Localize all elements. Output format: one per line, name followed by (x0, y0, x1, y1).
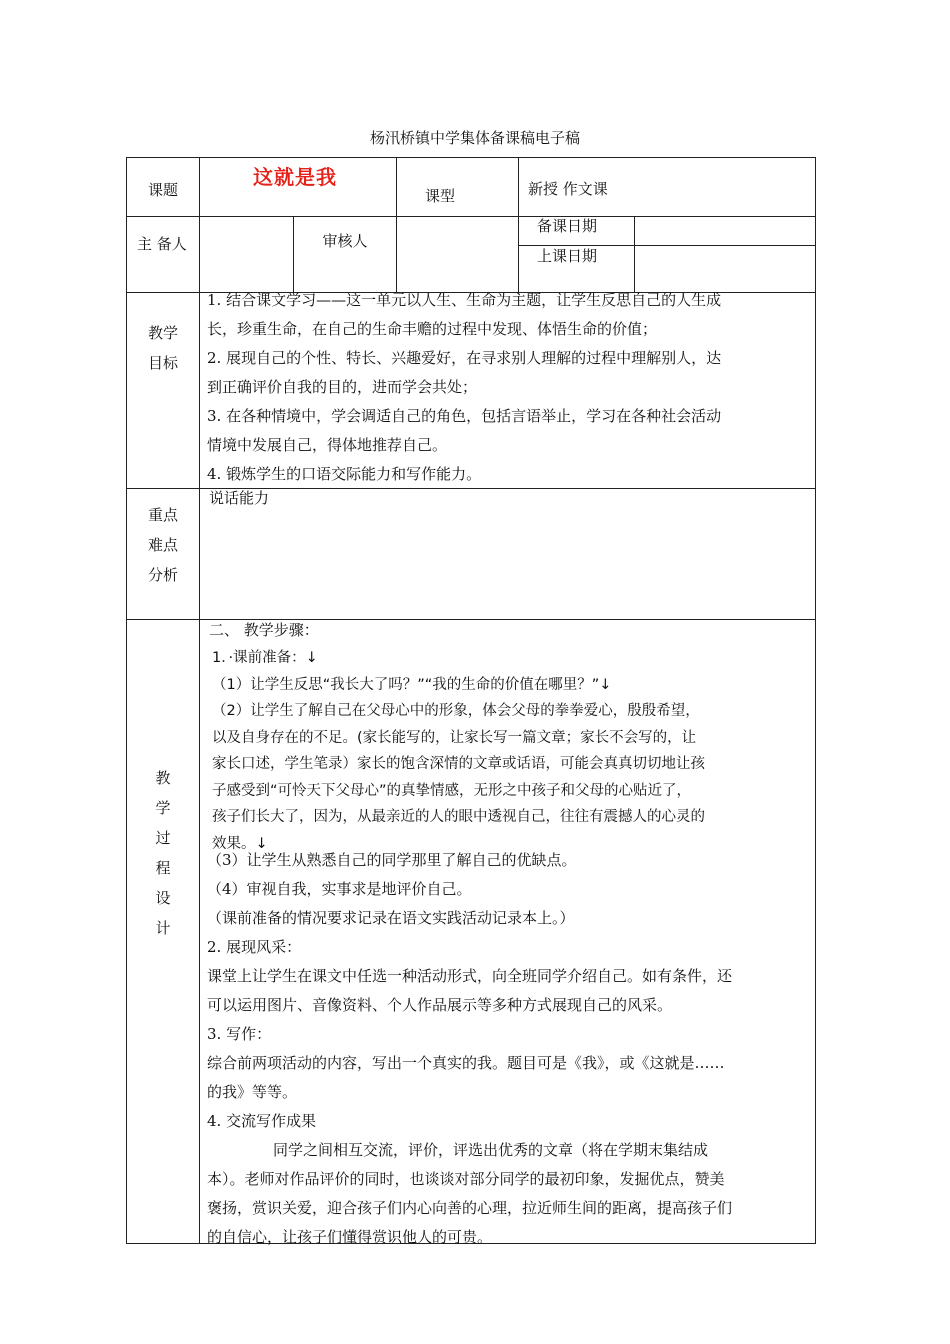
process-label-char: 计 (155, 919, 171, 937)
step1-item: 子感受到“可怜天下父母心”的真挚情感，无形之中孩子和父母的心贴近了， (212, 782, 692, 799)
step2-title: 2. 展现风采： (207, 938, 302, 956)
key-points-label-line: 难点 (147, 536, 178, 554)
process-label (127, 763, 199, 943)
process-label-char: 过 (155, 829, 171, 847)
table-border-top (126, 157, 816, 158)
process-label-char: 程 (155, 859, 171, 877)
objective-line: 3. 在各种情境中，学会调适自己的角色，包括言语举止，学习在各种社会活动 (207, 407, 722, 425)
objectives-label-line1: 教学 (147, 324, 178, 342)
process-body (207, 846, 813, 1252)
step1-item: 以及自身存在的不足。(家长能写的，让家长写一篇文章；家长不会写的，让 (212, 729, 697, 746)
key-points-value: 说话能力 (209, 489, 270, 507)
key-points-label (127, 500, 199, 590)
table-divider (634, 216, 635, 293)
step1-item: （2）让学生了解自己在父母心中的形象，体会父母的拳拳爱心，殷殷希望， (212, 703, 700, 719)
step1-item: （4）审视自我，实事求是地评价自己。 (207, 880, 472, 898)
step4-line: 的自信心，让孩子们懂得赏识他人的可贵。 (207, 1228, 493, 1246)
step4-title: 4. 交流写作成果 (207, 1112, 317, 1130)
process-label-char: 教 (155, 769, 171, 787)
table-divider (518, 157, 519, 293)
step3-line: 综合前两项活动的内容，写出一个真实的我。题目可是《我》，或《这就是…… (207, 1054, 725, 1072)
subject-label: 课题 (147, 181, 178, 199)
objective-line: 4. 锻炼学生的口语交际能力和写作能力。 (207, 465, 482, 483)
objective-line: 到正确评价自我的目的，进而学会共处； (207, 378, 478, 396)
key-points-label-line: 分析 (147, 566, 178, 584)
step1-block (212, 645, 812, 857)
step1-item: 效果。↓ (212, 835, 268, 852)
type-label: 课型 (424, 187, 455, 205)
step2-line: 课堂上让学生在课文中任选一种活动形式，向全班同学介绍自己。如有条件，还 (207, 967, 733, 985)
process-label-char: 学 (155, 799, 171, 817)
step4-line: 褒扬，赏识关爱，迎合孩子们内心向善的心理，拉近师生间的距离，提高孩子们 (207, 1199, 733, 1217)
prep-date-label: 备课日期 (537, 217, 598, 235)
step4-line: 本）。老师对作品评价的同时，也谈谈对部分同学的最初印象，发掘优点，赞美 (207, 1170, 725, 1188)
objectives-text (207, 286, 813, 489)
subject-title: 这就是我 (253, 165, 337, 189)
objective-line: 情境中发展自己，得体地推荐自己。 (207, 436, 448, 454)
step1-item: （1）让学生反思“我长大了吗？”“我的生命的价值在哪里？”↓ (212, 676, 612, 693)
table-border-right (815, 157, 816, 1244)
step4-line: 同学之间相互交流，评价，评选出优秀的文章（将在学期末集结成 (273, 1141, 709, 1159)
reviewer-label: 审核人 (322, 232, 368, 250)
process-label-char: 设 (155, 889, 171, 907)
objective-line: 1. 结合课文学习——这一单元以人生、生命为主题，让学生反思自己的人生成 (207, 291, 722, 309)
step1-title: 1．·课前准备：↓ (212, 650, 318, 666)
step1-item: 孩子们长大了，因为，从最亲近的人的眼中透视自己，往往有震撼人的心灵的 (212, 809, 705, 825)
author-label (137, 230, 193, 258)
step1-item: （3）让学生从熟悉自己的同学那里了解自己的优缺点。 (207, 851, 577, 869)
objective-line: 2. 展现自己的个性、特长、兴趣爱好，在寻求别人理解的过程中理解别人，达 (207, 349, 722, 367)
process-heading: 二、 教学步骤： (209, 621, 319, 639)
key-points-label-line: 重点 (147, 506, 178, 524)
objectives-label (127, 318, 199, 378)
objective-line: 长，珍重生命，在自己的生命丰赡的过程中发现、体悟生命的价值； (207, 320, 658, 338)
step2-line: 可以运用图片、音像资料、个人作品展示等多种方式展现自己的风采。 (207, 996, 673, 1014)
type-value: 新授 作文课 (528, 180, 608, 198)
author-label-text: 主 备人 (137, 235, 187, 253)
class-date-label: 上课日期 (537, 247, 598, 265)
table-divider (199, 157, 200, 1244)
step3-title: 3. 写作： (207, 1025, 272, 1043)
objectives-label-line2: 目标 (147, 354, 178, 372)
table-divider (126, 216, 816, 217)
step1-item: 家长口述，学生笔录）家长的饱含深情的文章或话语，可能会真真切切地让孩 (212, 756, 705, 772)
step3-line: 的我》等等。 (207, 1083, 298, 1101)
page-title: 杨汛桥镇中学集体备课稿电子稿 (369, 129, 580, 147)
table-divider (396, 157, 397, 293)
step1-note: （课前准备的情况要求记录在语文实践活动记录本上。） (207, 909, 575, 927)
